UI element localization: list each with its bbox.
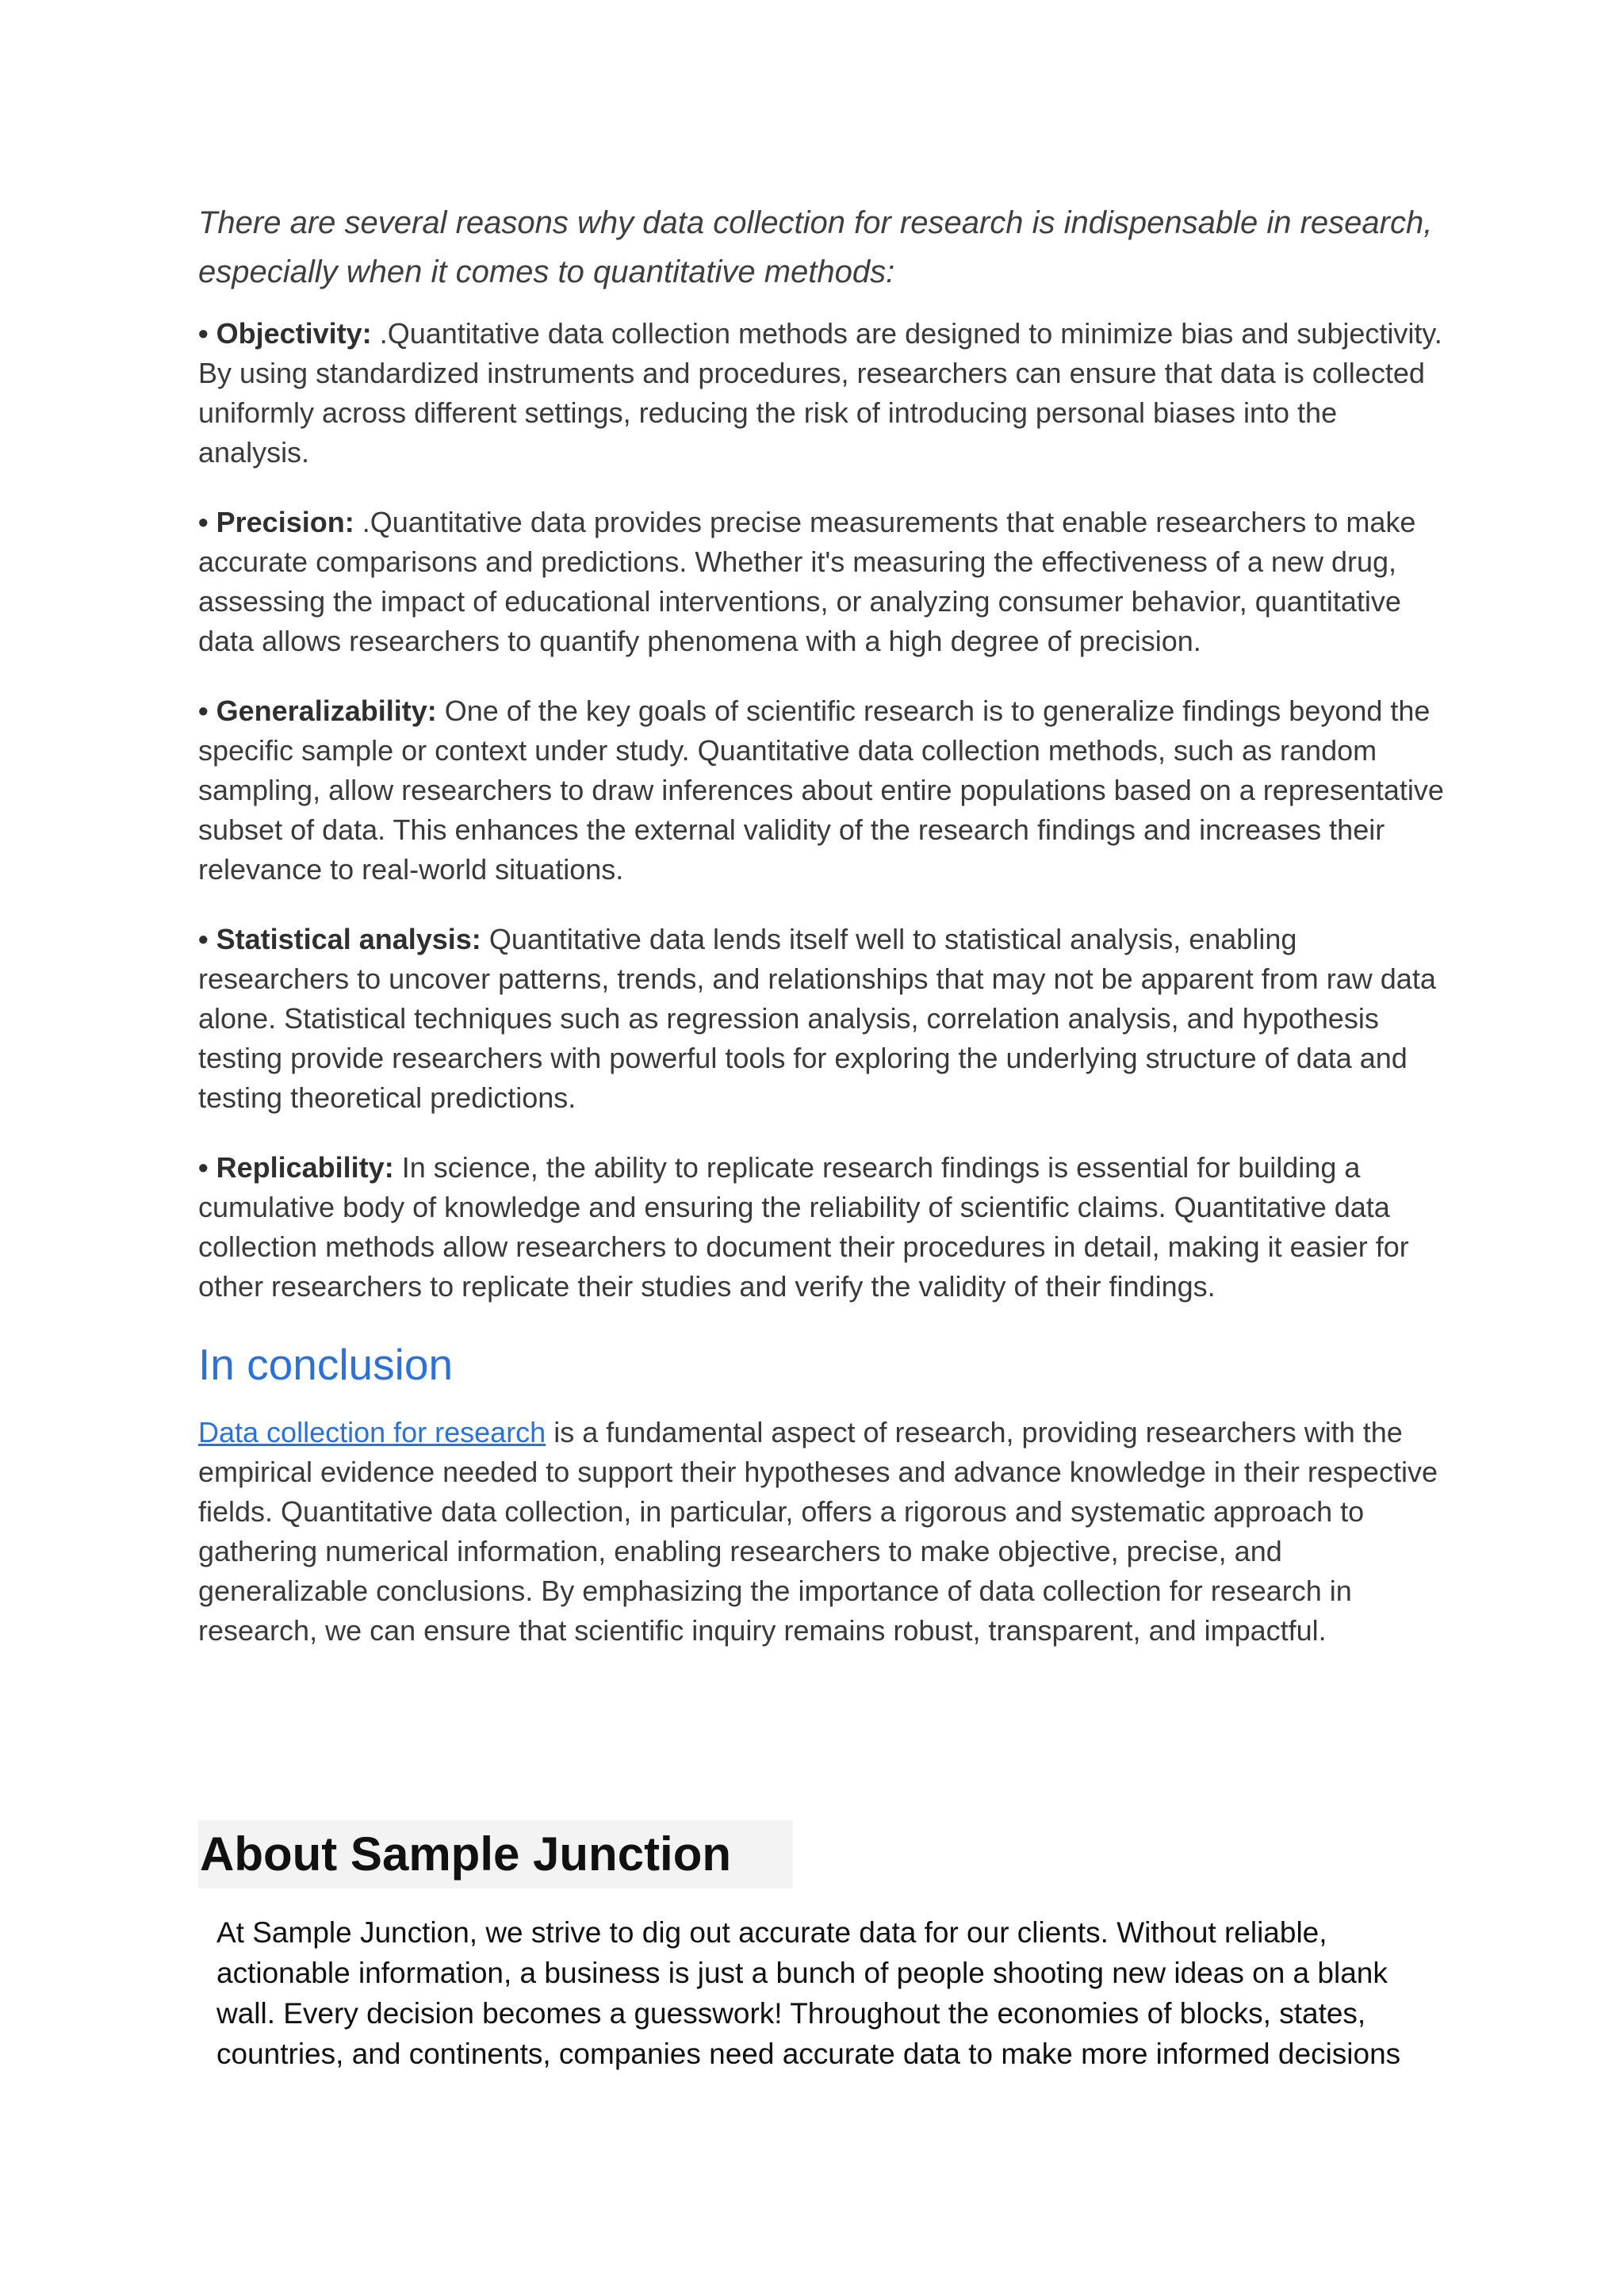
bullet-marker: • [198,317,209,350]
about-paragraph: At Sample Junction, we strive to dig out accurate data for our clients. Without reliable, actionable information, a business is just a bunch of people shooting new ideas on a blank wall. Every decision becomes a guesswork! Throughout the economies of blocks, states, countries, and continents, companies need accurate data to make more informed decisions [216,1916,1401,2070]
bullet-term: Precision: [216,506,354,538]
bullet-objectivity [198,314,1451,473]
article-body [198,198,1451,1651]
bullet-text: One of the key goals of scientific research is to generalize findings beyond the specific sample or context under study. Quantitative data collection methods, such as random sampling, allow researchers to draw inferences about entire populations based on a representative subset of data. This enhances the external validity of the research findings and increases their relevance to real-world situations. [198,695,1444,886]
bullet-term: Objectivity: [216,317,372,350]
bullet-marker: • [198,695,209,727]
bullet-text: In science, the ability to replicate research findings is essential for building a cumulative body of knowledge and ensuring the reliability of scientific claims. Quantitative data collection methods allow researchers to document their procedures in detail, making it easier for other researchers to replicate their studies and verify the validity of their findings. [198,1151,1409,1303]
about-heading-box [198,1820,793,1888]
bullet-marker: • [198,506,209,538]
bullet-precision [198,503,1451,661]
conclusion-paragraph [198,1413,1451,1651]
data-collection-link[interactable]: Data collection for research [198,1416,546,1448]
conclusion-heading: In conclusion [198,1340,454,1389]
bullet-marker: • [198,1151,209,1184]
conclusion-text: is a fundamental aspect of research, providing researchers with the empirical evidence needed to support their hypotheses and advance knowledge in their respective fields. Quantitative data collection, in particular, offers a rigorous and systematic approach to gathering numerical information, enabling researchers to make objective, precise, and generalizable conclusions. By emphasizing the importance of data collection for research in research, we can ensure that scientific inquiry remains robust, transparent, and impactful. [198,1416,1438,1647]
bullet-replicability [198,1148,1451,1307]
bullet-term: Replicability: [216,1151,394,1184]
bullet-text: .Quantitative data provides precise measurements that enable researchers to make accurate comparisons and predictions. Whether it's measuring the effectiveness of a new drug, assessing the impact of educational interventions, or analyzing consumer behavior, quantitative data allows researchers to quantify phenomena with a high degree of precision. [198,506,1416,657]
bullet-marker: • [198,923,209,955]
bullet-text: Quantitative data lends itself well to statistical analysis, enabling researchers to uncover patterns, trends, and relationships that may not be apparent from raw data alone. Statistical techniques such as regression analysis, correlation analysis, and hypothesis testing provide researchers with powerful tools for exploring the underlying structure of data and testing theoretical predictions. [198,923,1436,1114]
intro-paragraph: There are several reasons why data collection for research is indispensable in research, especially when it comes to quantitative methods: [198,205,1433,289]
bullet-generalizability [198,691,1451,890]
bullet-text: .Quantitative data collection methods are designed to minimize bias and subjectivity. By using standardized instruments and procedures, researchers can ensure that data is collected uniformly across different settings, reducing the risk of introducing personal biases into the analysis. [198,317,1442,469]
bullet-term: Statistical analysis: [216,923,481,955]
about-heading: About Sample Junction [200,1827,732,1881]
bullet-term: Generalizability: [216,695,437,727]
bullet-statistical-analysis [198,920,1451,1118]
